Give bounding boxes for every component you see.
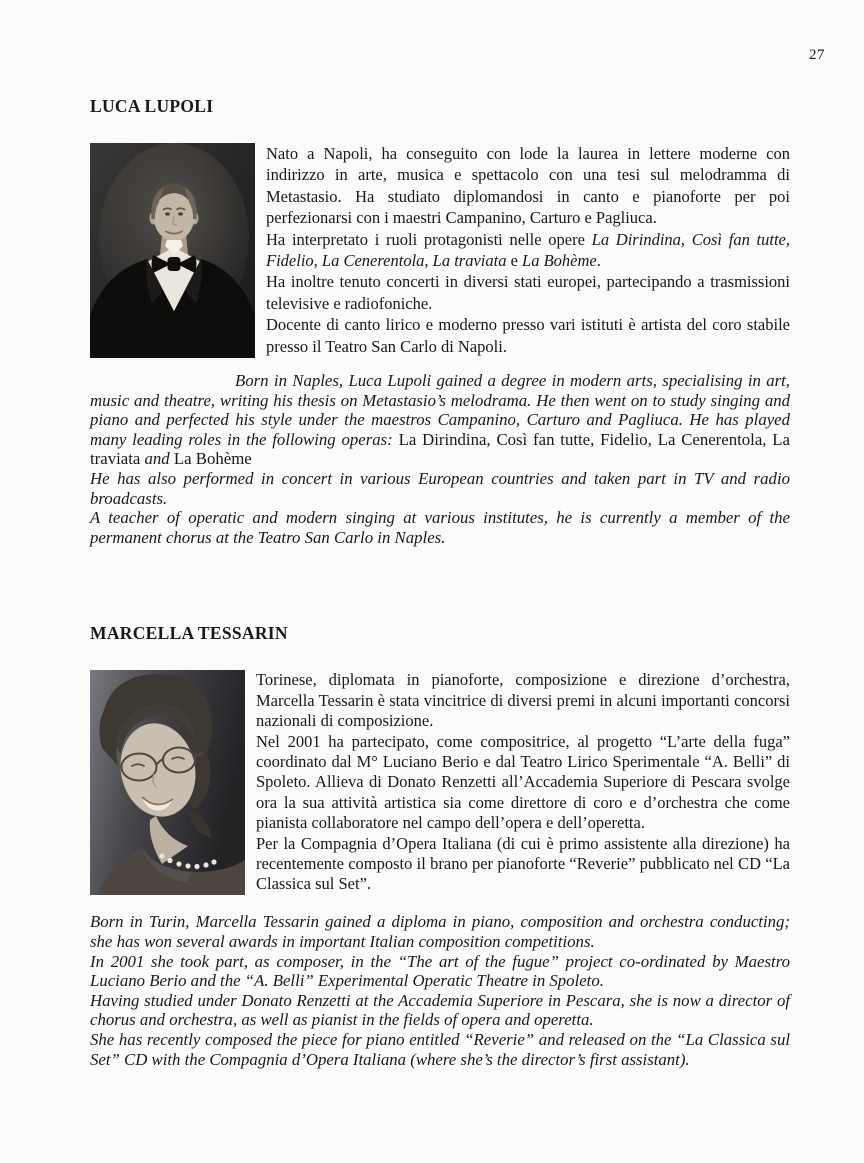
bio-paragraph (90, 912, 790, 951)
english-bio-text (90, 912, 790, 1069)
bio-paragraph (90, 952, 790, 991)
text-run: Ha interpretato i ruoli protagonisti nelle opere (266, 229, 592, 249)
bio-section (90, 623, 790, 1069)
italic-text-run: She has recently composed the piece for piano entitled “Reverie” and released on the “La Classica sul Set” CD with the Compagnia d’Opera Italiana (where she’s the director’s first assistant). (90, 1029, 790, 1069)
italic-text-run: Born in Turin, Marcella Tessarin gained a diploma in piano, composition and orchestra conducting; she has won several awards in important Italian composition competitions. (90, 912, 790, 951)
bio-paragraph (90, 371, 790, 469)
italic-text-run: Having studied under Donato Renzetti at the Accademia Superiore in Pescara, she is now a director of chorus and orchestra, as well as pianist in the fields of opera and operetta. (90, 990, 790, 1030)
text-run: La Bohème (173, 449, 252, 469)
bio-paragraph (90, 469, 790, 508)
man-in-tuxedo-photo (90, 143, 255, 358)
bio-paragraph (256, 670, 790, 731)
woman-with-glasses-photo (90, 670, 245, 895)
italic-text-run: La Bohème (522, 251, 597, 271)
italic-text-run: He has also performed in concert in various European countries and taken part in TV and radio broadcasts. (90, 468, 790, 508)
sections-container (90, 96, 790, 1069)
text-run: Docente di canto lirico e moderno presso vari istituti è artista del coro stabile presso il Teatro San Carlo di Napoli. (266, 315, 790, 356)
bio-paragraph (266, 229, 790, 272)
bio-media-row (90, 143, 790, 358)
text-run: Torinese, diplomata in pianoforte, composizione e direzione d’orchestra, Marcella Tessarin è stata vincitrice di diversi premi in alcuni importanti concorsi nazionali di composizione. (256, 670, 790, 731)
english-bio-text (90, 371, 790, 547)
bio-paragraph (90, 1030, 790, 1069)
page-number: 27 (809, 47, 825, 63)
section-heading: LUCA LUPOLI (90, 96, 214, 116)
text-run: Nato a Napoli, ha conseguito con lode la laurea in lettere moderne con indirizzo in arte, musica e spettacolo con una tesi sul melodramma di Metastasio. Ha studiato diplomandosi in canto e pianoforte per poi perfezionarsi con i maestri Campanino, Carturo e Pagliuca. (266, 144, 790, 228)
bio-paragraph (266, 314, 790, 357)
bio-paragraph (90, 991, 790, 1030)
bio-paragraph (90, 508, 790, 547)
bio-paragraph (256, 834, 790, 895)
bio-media-row (90, 670, 790, 895)
italian-bio-text (266, 143, 790, 357)
section-heading: MARCELLA TESSARIN (90, 623, 288, 644)
bio-section (90, 96, 790, 547)
italic-text-run: A teacher of operatic and modern singing at various institutes, he is currently a member of the permanent chorus at the Teatro San Carlo in Naples. (90, 508, 790, 547)
italic-text-run: and (140, 449, 174, 469)
italian-bio-text (256, 670, 790, 894)
italic-text-run: Born in Naples, Luca Lupoli gained a degree in modern arts, specialising in art, music and theatre, writing his thesis on Metastasio’s melodrama. He then went on to study singing and piano and perfected his style under the maestros Campanino, Carturo and Pagliuca. He has played many leading roles in the following operas: (90, 371, 790, 449)
text-run: e (506, 251, 523, 271)
text-run: La Dirindina, Così fan tutte, Fidelio, La Cenerentola, La traviata (90, 429, 790, 469)
man-in-tuxedo-portrait-illustration (90, 143, 255, 358)
italic-text-run: La Dirindina, Così fan tutte, Fidelio, La Cenerentola, La traviata (266, 229, 790, 271)
bio-paragraph (256, 732, 790, 834)
italic-text-run: In 2001 she took part, as composer, in the “The art of the fugue” project co-ordinated by Maestro Luciano Berio and the “A. Belli” Experimental Operatic Theatre in Spoleto. (90, 951, 790, 991)
bio-paragraph (266, 143, 790, 229)
woman-with-glasses-portrait-illustration (90, 670, 245, 895)
text-run: Ha inoltre tenuto concerti in diversi stati europei, partecipando a trasmissioni televisive e radiofoniche. (266, 272, 790, 313)
text-run: Nel 2001 ha partecipato, come compositrice, al progetto “L’arte della fuga” coordinato dal M° Luciano Berio e dal Teatro Lirico Sperimentale “A. Belli” di Spoleto. Allieva di Donato Renzetti all’Accademia Superiore di Pescara svolge ora la sua attività artistica sia come direttore di coro e d’orchestra che come pianista collaboratore nel campo dell’opera e dell’operetta. (256, 731, 790, 833)
bio-paragraph (266, 271, 790, 314)
text-run: Per la Compagnia d’Opera Italiana (di cui è primo assistente alla direzione) ha recentemente composto il brano per pianoforte “Reverie” pubblicato nel CD “La Classica sul Set”. (256, 833, 790, 894)
text-run: . (596, 251, 601, 271)
